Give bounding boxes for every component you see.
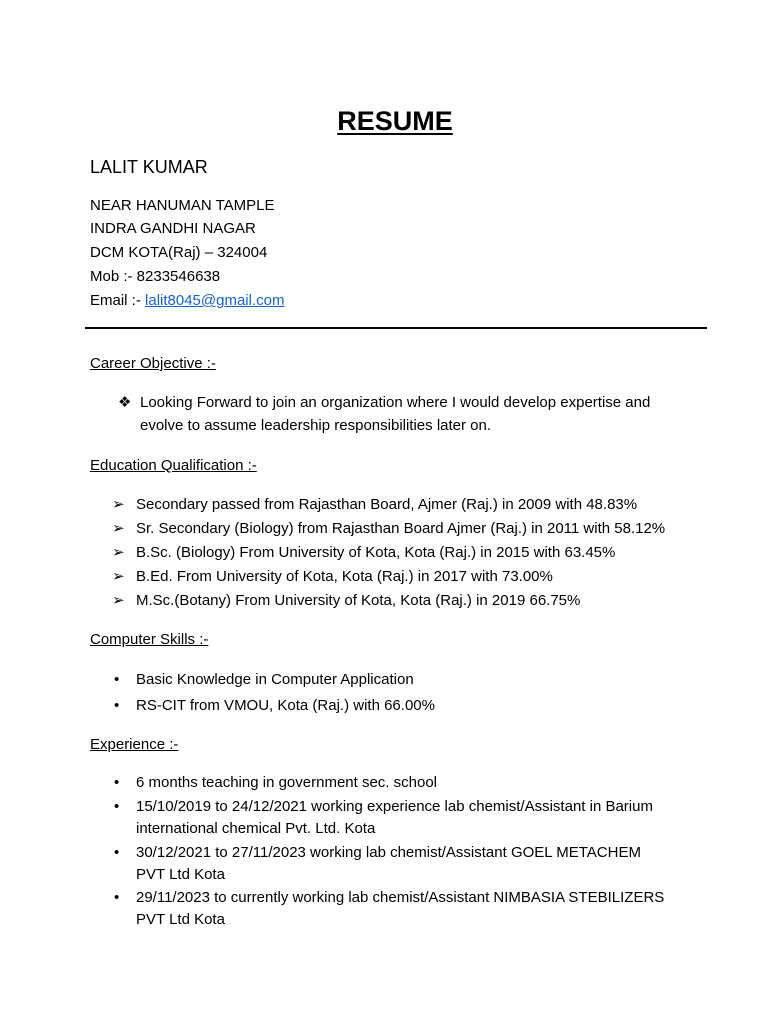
address-line-1: NEAR HANUMAN TAMPLE: [90, 197, 275, 214]
experience-item-line: 30/12/2021 to 27/11/2023 working lab chemist/Assistant GOEL METACHEM: [136, 844, 641, 861]
experience-list: [114, 772, 734, 932]
section-divider: [85, 327, 707, 329]
computer-skill-item: Basic Knowledge in Computer Application: [136, 671, 414, 688]
computer-skills-list: [114, 669, 714, 721]
experience-heading: Experience :-: [90, 736, 179, 753]
diamond-bullet-icon: ❖: [118, 394, 132, 411]
education-item: Sr. Secondary (Biology) from Rajasthan Board Ajmer (Raj.) in 2011 with 58.12%: [136, 520, 666, 537]
email-label: Email :-: [90, 292, 146, 309]
computer-skill-item: RS-CIT from VMOU, Kota (Raj.) with 66.00%: [136, 697, 435, 714]
career-objective-text-1: Looking Forward to join an organization where I would develop expertise and: [140, 394, 651, 411]
experience-item-line: PVT Ltd Kota: [136, 866, 225, 883]
email-link[interactable]: lalit8045@gmail.com: [145, 292, 285, 309]
education-item: B.Sc. (Biology) From University of Kota, Kota (Raj.) in 2015 with 63.45%: [136, 544, 616, 561]
experience-item-line: PVT Ltd Kota: [136, 911, 225, 928]
address-line-3: DCM KOTA(Raj) – 324004: [90, 244, 268, 261]
computer-skills-heading: Computer Skills :-: [90, 631, 209, 648]
candidate-name: LALIT KUMAR: [90, 157, 208, 177]
arrow-bullet-icon: ➢: [112, 520, 125, 537]
bullet-icon: •: [114, 798, 120, 815]
education-list: [112, 494, 732, 614]
bullet-icon: •: [114, 697, 120, 714]
address-line-2: INDRA GANDHI NAGAR: [90, 220, 256, 237]
email-row: [90, 291, 284, 311]
mobile-number: Mob :- 8233546638: [90, 268, 221, 285]
education-item: B.Ed. From University of Kota, Kota (Raj.) in 2017 with 73.00%: [136, 568, 553, 585]
experience-item-line: 29/11/2023 to currently working lab chemist/Assistant NIMBASIA STEBILIZERS: [136, 889, 665, 906]
education-item: Secondary passed from Rajasthan Board, Ajmer (Raj.) in 2009 with 48.83%: [136, 496, 638, 513]
experience-item-line: 15/10/2019 to 24/12/2021 working experience lab chemist/Assistant in Barium: [136, 798, 653, 815]
career-objective-item: [118, 392, 718, 438]
education-heading: Education Qualification :-: [90, 457, 257, 474]
arrow-bullet-icon: ➢: [112, 592, 125, 609]
career-objective-text-2: evolve to assume leadership responsibilities later on.: [140, 417, 492, 434]
education-item: M.Sc.(Botany) From University of Kota, Kota (Raj.) in 2019 66.75%: [136, 592, 581, 609]
experience-item-line: 6 months teaching in government sec. school: [136, 774, 438, 791]
arrow-bullet-icon: ➢: [112, 568, 125, 585]
bullet-icon: •: [114, 671, 120, 688]
arrow-bullet-icon: ➢: [112, 544, 125, 561]
bullet-icon: •: [114, 844, 120, 861]
bullet-icon: •: [114, 889, 120, 906]
career-objective-heading: Career Objective :-: [90, 355, 216, 372]
bullet-icon: •: [114, 774, 120, 791]
experience-item-line: international chemical Pvt. Ltd. Kota: [136, 820, 376, 837]
arrow-bullet-icon: ➢: [112, 496, 125, 513]
page-title: RESUME: [337, 106, 453, 136]
